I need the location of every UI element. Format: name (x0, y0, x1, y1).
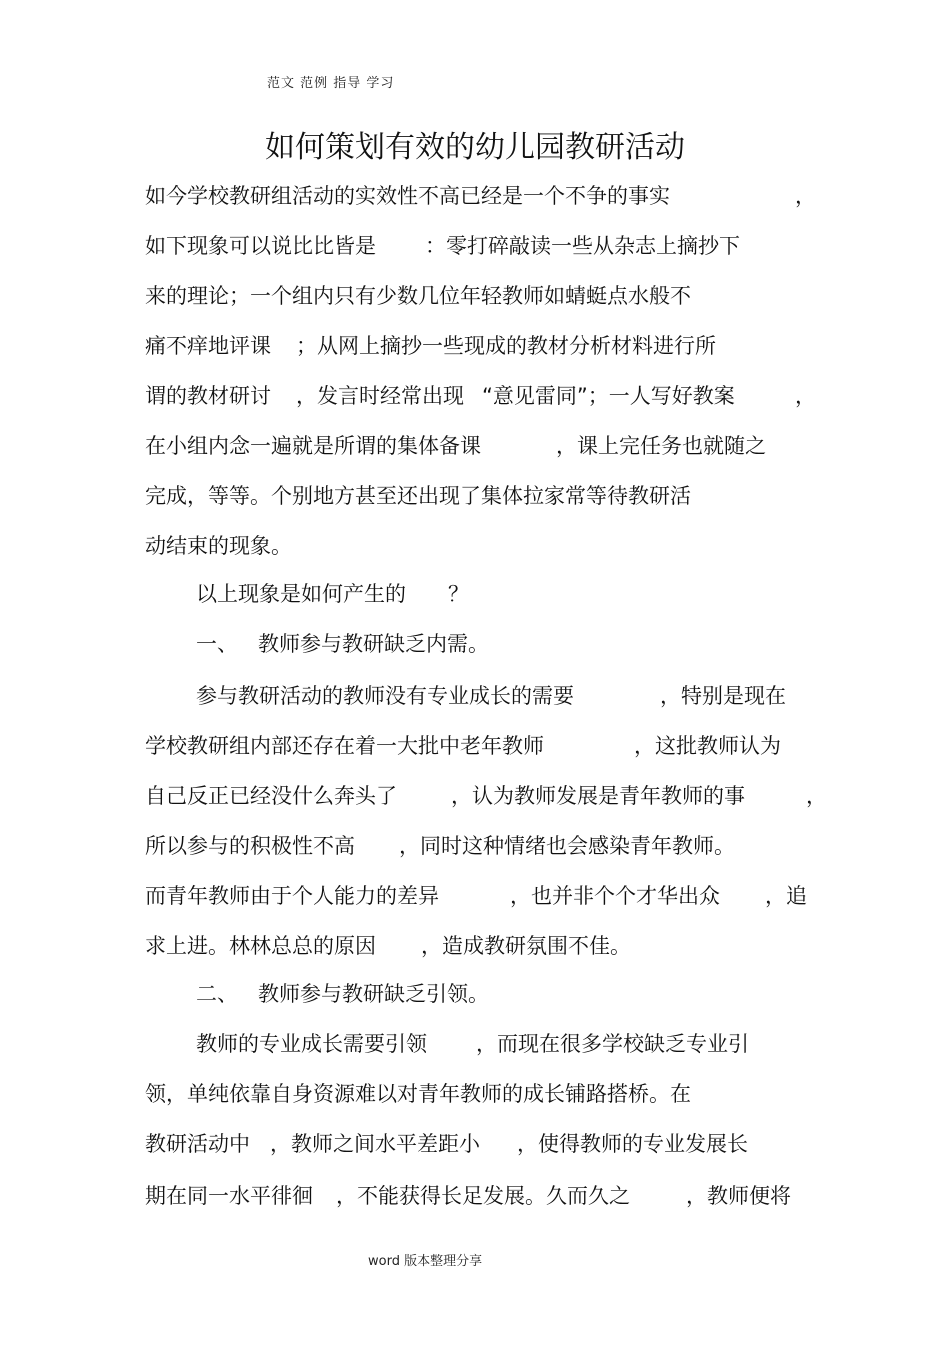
page-footer: word 版本整理分享 (368, 1254, 483, 1269)
text-run: ，使得教师的专业发展长 (517, 1132, 748, 1156)
text-line (0, 480, 950, 512)
document-title: 如何策划有效的幼儿园教研活动 (265, 130, 685, 165)
text-run: ，这批教师认为 (634, 734, 781, 758)
text-line (0, 330, 950, 362)
text-line (0, 530, 950, 562)
text-line (0, 578, 950, 610)
text-run: ：零打碎敲读一些从杂志上摘抄下 (425, 234, 740, 258)
text-line (0, 880, 950, 912)
text-run: ， (795, 184, 816, 208)
text-run: 学校教研组内部还存在着一大批中老年教师 (145, 734, 544, 758)
text-line (0, 1078, 950, 1110)
text-run: 求上进。林林总总的原因 (145, 934, 376, 958)
text-line (0, 830, 950, 862)
text-run: 如今学校教研组活动的实效性不高已经是一个不争的事实 (145, 184, 670, 208)
text-run: 在小组内念一遍就是所谓的集体备课 (145, 434, 481, 458)
text-run: ；从网上摘抄一些现成的教材分析材料进行所 (296, 334, 716, 358)
text-run: 来的理论；一个组内只有少数几位年轻教师如蜻蜓点水般不 (145, 284, 691, 308)
text-run: 参与教研活动的教师没有专业成长的需要 (196, 684, 574, 708)
text-run: 以上现象是如何产生的 (196, 582, 406, 606)
text-run: 自己反正已经没什么奔头了 (145, 784, 397, 808)
text-line (0, 680, 950, 712)
text-line (0, 430, 950, 462)
text-run: ，同时这种情绪也会感染青年教师。 (399, 834, 735, 858)
text-run: 领，单纯依靠自身资源难以对青年教师的成长铺路搭桥。在 (145, 1082, 691, 1106)
text-line (0, 280, 950, 312)
text-run: 教师参与教研缺乏引领。 (258, 982, 489, 1006)
text-run: 一、 (196, 632, 238, 656)
text-line (0, 780, 950, 812)
text-run: ，认为教师发展是青年教师的事 (451, 784, 745, 808)
text-run: ，特别是现在 (660, 684, 786, 708)
text-line (0, 628, 950, 660)
text-run: ？ (448, 582, 469, 606)
text-run: ，发言时经常出现 (296, 384, 464, 408)
text-line (0, 1128, 950, 1160)
text-run: ，教师便将 (686, 1184, 791, 1208)
text-line (0, 180, 950, 212)
text-run: 谓的教材研讨 (145, 384, 271, 408)
text-run: 动结束的现象。 (145, 534, 292, 558)
text-line (0, 730, 950, 762)
text-run: ，追 (765, 884, 807, 908)
text-run: ， (806, 784, 827, 808)
page-header: 范文 范例 指导 学习 (267, 76, 395, 91)
text-run: ，不能获得长足发展。久而久之 (336, 1184, 630, 1208)
text-run: ，造成教研氛围不佳。 (421, 934, 631, 958)
text-line (0, 380, 950, 412)
text-run: ， (795, 384, 816, 408)
text-run: 教师参与教研缺乏内需。 (258, 632, 489, 656)
text-run: 所以参与的积极性不高 (145, 834, 355, 858)
text-line (0, 1028, 950, 1060)
text-run: 痛不痒地评课 (145, 334, 271, 358)
text-run: ，而现在很多学校缺乏专业引 (476, 1032, 749, 1056)
text-line (0, 978, 950, 1010)
text-run: 二、 (196, 982, 238, 1006)
text-run: 而青年教师由于个人能力的差异 (145, 884, 439, 908)
text-run: ，也并非个个才华出众 (510, 884, 720, 908)
text-line (0, 230, 950, 262)
text-run: 如下现象可以说比比皆是 (145, 234, 376, 258)
text-run: 期在同一水平徘徊 (145, 1184, 313, 1208)
text-run: 教研活动中 (145, 1132, 250, 1156)
text-run: 完成，等等。个别地方甚至还出现了集体拉家常等待教研活 (145, 484, 691, 508)
text-run: 教师的专业成长需要引领 (196, 1032, 427, 1056)
text-line (0, 930, 950, 962)
text-run: “意见雷同”；一人写好教案 (482, 384, 735, 408)
text-line (0, 1180, 950, 1212)
text-run: ，教师之间水平差距小 (270, 1132, 480, 1156)
text-run: ，课上完任务也就随之 (556, 434, 766, 458)
